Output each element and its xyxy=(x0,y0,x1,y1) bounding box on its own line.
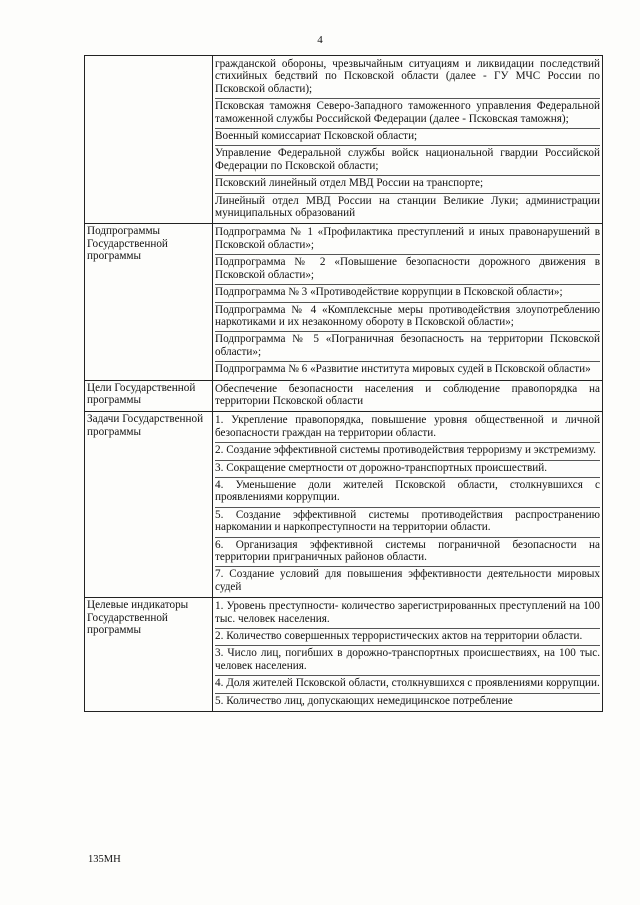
content-paragraph: гражданской обороны, чрезвычайным ситуациям и ликвидации последствий стихийных бедствий по Псковской области (далее - ГУ МЧС России по Псковской области); xyxy=(215,57,600,99)
content-paragraph: 5. Создание эффективной системы противодействия распространению наркомании и наркопреступности на территории области. xyxy=(215,508,600,538)
row-label: Задачи Государственной программы xyxy=(85,412,213,598)
content-paragraph: Подпрограмма № 3 «Противодействие коррупции в Псковской области»; xyxy=(215,285,600,302)
passport-table-body xyxy=(85,56,603,712)
content-paragraph: Псковский линейный отдел МВД России на транспорте; xyxy=(215,176,600,193)
content-paragraph: Военный комиссариат Псковской области; xyxy=(215,129,600,146)
content-paragraph: Подпрограмма № 2 «Повышение безопасности дорожного движения в Псковской области»; xyxy=(215,255,600,285)
content-paragraph: Подпрограмма № 4 «Комплексные меры противодействия злоупотреблению наркотиками и их незаконному обороту в Псковской области»; xyxy=(215,303,600,333)
row-content xyxy=(213,224,603,380)
content-paragraph: Управление Федеральной службы войск национальной гвардии Российской Федерации по Псковской области; xyxy=(215,146,600,176)
row-label: Подпрограммы Государственной программы xyxy=(85,224,213,380)
content-paragraph: 3. Число лиц, погибших в дорожно-транспортных происшествиях, на 100 тыс. человек населения. xyxy=(215,646,600,676)
row-content xyxy=(213,412,603,598)
content-paragraph: Подпрограмма № 5 «Пограничная безопасность на территории Псковской области»; xyxy=(215,332,600,362)
row-label: Цели Государственной программы xyxy=(85,380,213,412)
content-paragraph: 6. Организация эффективной системы пограничной безопасности на территории приграничных районов области. xyxy=(215,538,600,568)
content-paragraph: Псковская таможня Северо-Западного таможенного управления Федеральной таможенной службы Российской Федерации (далее - Псковская таможня); xyxy=(215,99,600,129)
table-row xyxy=(85,224,603,380)
content-paragraph: Подпрограмма № 6 «Развитие института мировых судей в Псковской области» xyxy=(215,363,591,376)
row-label: Целевые индикаторы Государственной программы xyxy=(85,598,213,712)
content-paragraph: 4. Уменьшение доли жителей Псковской области, столкнувшихся с проявлениями коррупции. xyxy=(215,478,600,508)
row-content xyxy=(213,598,603,712)
row-content xyxy=(213,380,603,412)
content-paragraph: 2. Количество совершенных террористических актов на территории области. xyxy=(215,629,600,646)
table-row xyxy=(85,412,603,598)
content-paragraph: Обеспечение безопасности населения и соблюдение правопорядка на территории Псковской области xyxy=(215,382,600,407)
row-label xyxy=(85,56,213,224)
content-paragraph: 5. Количество лиц, допускающих немедицинское потребление xyxy=(215,694,513,707)
page-number: 4 xyxy=(317,34,323,46)
content-paragraph: 4. Доля жителей Псковской области, столкнувшихся с проявлениями коррупции. xyxy=(215,676,600,693)
content-paragraph: 1. Уровень преступности- количество зарегистрированных преступлений на 100 тыс. человек населения. xyxy=(215,599,600,629)
content-paragraph: Линейный отдел МВД России на станции Великие Луки; администрации муниципальных образований xyxy=(215,194,600,220)
row-content xyxy=(213,56,603,224)
passport-table xyxy=(84,55,603,712)
content-paragraph: 7. Создание условий для повышения эффективности деятельности мировых судей xyxy=(215,568,600,593)
content-paragraph: Подпрограмма № 1 «Профилактика преступлений и иных правонарушений в Псковской области»; xyxy=(215,225,600,255)
content-paragraph: 2. Создание эффективной системы противодействия терроризму и экстремизму. xyxy=(215,443,600,460)
table-row xyxy=(85,598,603,712)
table-row xyxy=(85,56,603,224)
content-paragraph: 1. Укрепление правопорядка, повышение уровня общественной и личной безопасности граждан на территории области. xyxy=(215,413,600,443)
document-code: 135МН xyxy=(88,854,121,865)
content-paragraph: 3. Сокращение смертности от дорожно-транспортных происшествий. xyxy=(215,461,600,478)
table-row xyxy=(85,380,603,412)
